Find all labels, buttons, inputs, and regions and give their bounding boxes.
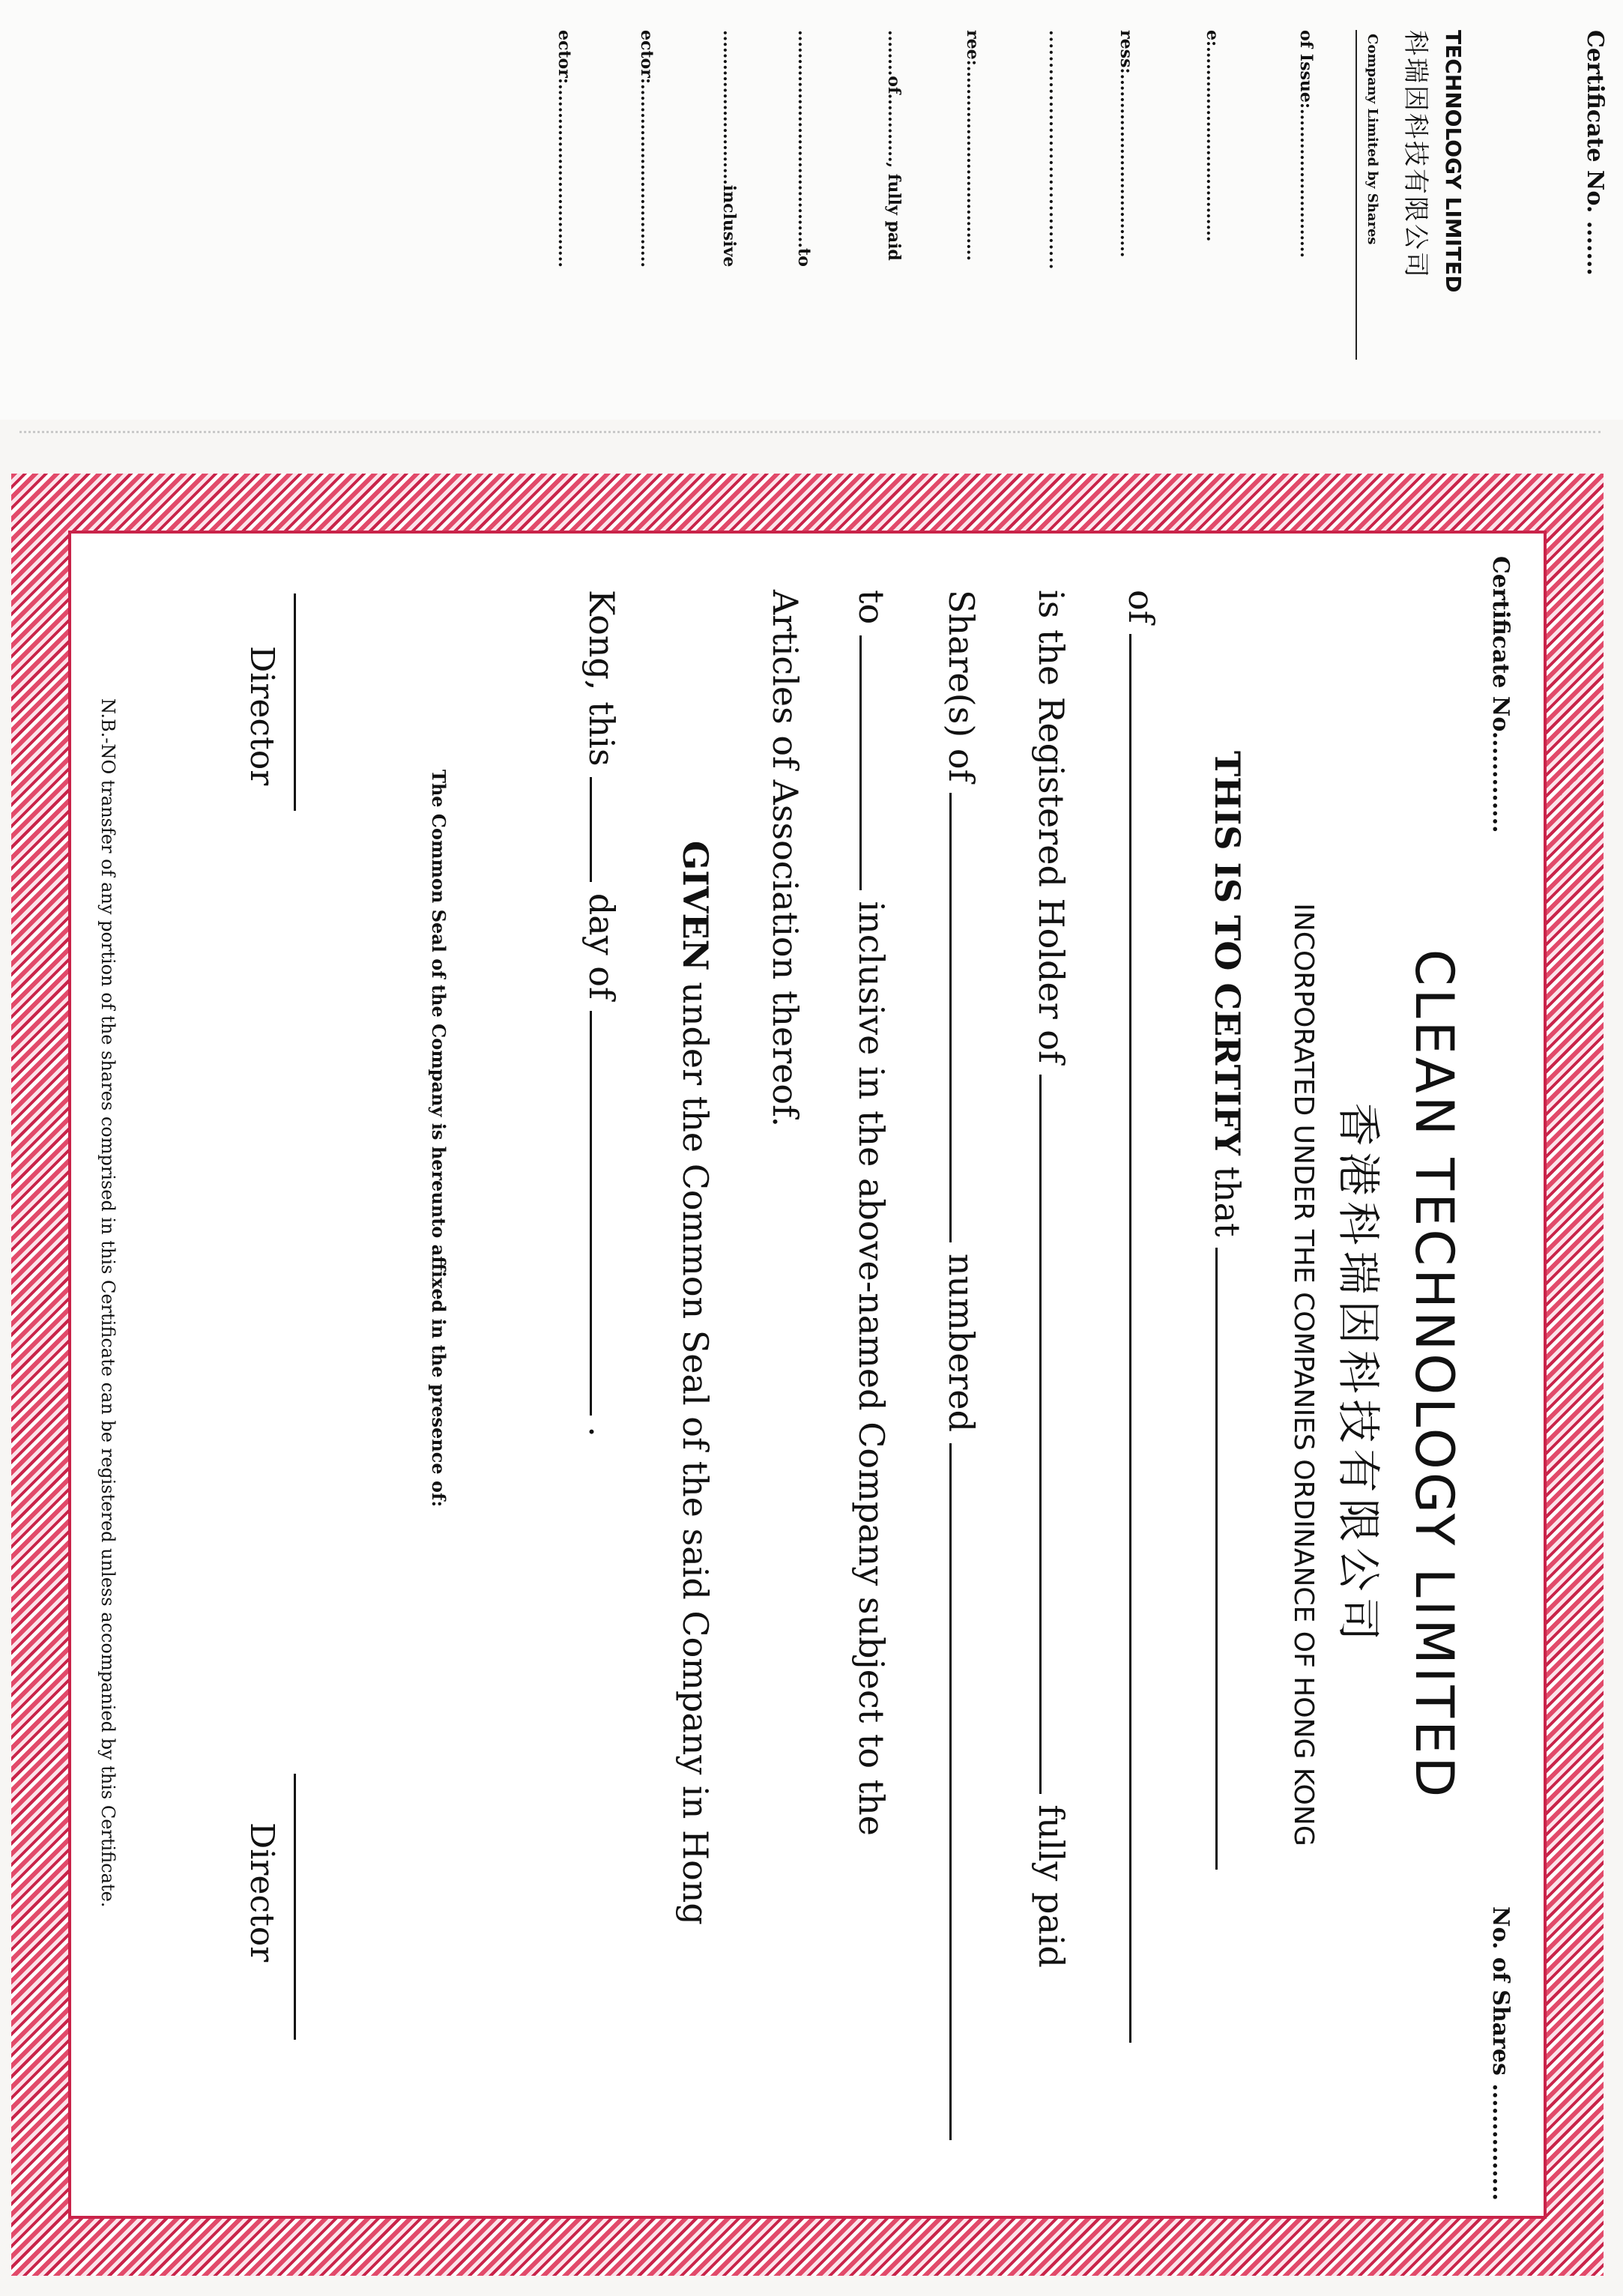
director-right-label: Director: [243, 1822, 281, 1963]
day-blank: [590, 777, 593, 882]
numbered-label: numbered: [941, 1253, 982, 1433]
stub-field-transferee: ree:..................................: [963, 30, 982, 262]
stub-field-address: ress:................................: [1116, 30, 1136, 258]
stub-field-date-of-issue: of Issue:..........................: [1296, 30, 1316, 259]
inclusive-line: [851, 590, 892, 1836]
share-value-blank: [949, 793, 952, 1242]
director-right-signature-line: [294, 1774, 296, 2040]
stub-company-block: [1364, 30, 1466, 405]
to-label: to: [851, 590, 892, 625]
company-title-zh: 香港科瑞因科技有限公司: [1333, 1102, 1384, 1647]
stub-field-numbered-to: ......................................to: [794, 30, 814, 267]
inner-border: [68, 531, 1547, 2219]
certify-line: [1207, 751, 1248, 1870]
address-line: [1121, 590, 1161, 2043]
month-year-blank: [590, 1011, 593, 1416]
number-from-blank: [949, 1443, 952, 2140]
stub-company-name-zh: 科瑞因科技有限公司: [1400, 30, 1430, 280]
given-heading: GIVEN: [675, 841, 716, 971]
day-of-label: day of: [581, 892, 622, 1000]
inclusive-text: inclusive in the above-named Company subject to the: [851, 901, 892, 1837]
shares-of-label: Share(s) of: [941, 590, 982, 782]
registered-holder-line: [1031, 590, 1072, 1968]
stub-company-name-en: TECHNOLOGY LIMITED: [1441, 30, 1466, 293]
given-text: under the Common Seal of the said Company in Hong: [675, 982, 716, 1925]
stub-field-director-2: ector:................................: [554, 30, 574, 268]
transfer-notice: N.B.-NO transfer of any portion of the shares comprised in this Certificate can be registered unless accompanied by this Certificate.: [97, 698, 118, 1908]
given-line: [675, 841, 716, 1925]
share-certificate: [11, 474, 1604, 2276]
certify-that: that: [1207, 1166, 1248, 1237]
date-period: .: [581, 1426, 622, 1437]
stub-field-shares-fully-paid: ........of............, fully paid: [884, 30, 904, 261]
articles-line: Articles of Association thereof.: [765, 590, 806, 1128]
perforation-line: [19, 431, 1601, 433]
common-seal-note: The Common Seal of the Company is hereunto affixed in the presence of:: [428, 770, 450, 1508]
shares-numbered-line: [941, 590, 982, 2140]
holder-address-blank: [1129, 634, 1132, 2043]
stub-field-address-extra: .....................................: [1045, 30, 1065, 271]
fully-paid-label: fully paid: [1031, 1804, 1072, 1968]
stub-field-director-1: ector:................................: [637, 30, 656, 268]
company-title: CLEAN TECHNOLOGY LIMITED: [1403, 949, 1465, 1801]
number-of-shares: No. of Shares ...............: [1487, 1906, 1514, 2201]
certify-heading: THIS IS TO CERTIFY: [1207, 751, 1248, 1155]
stub-certificate-no: Certificate No. .......: [1582, 30, 1608, 276]
holder-name-blank: [1215, 1248, 1218, 1870]
date-line: [581, 590, 622, 1437]
counterfoil-stub: [0, 0, 1623, 420]
stub-field-name: e:..................................: [1203, 30, 1222, 242]
director-left-label: Director: [243, 646, 281, 786]
stub-rule: [1355, 30, 1357, 360]
of-label: of: [1121, 590, 1161, 623]
kong-this-label: Kong, this: [581, 590, 622, 767]
registered-holder-label: is the Registered Holder of: [1031, 590, 1072, 1064]
certificate-number: Certificate No.............: [1487, 556, 1514, 833]
shares-count-blank: [1039, 1075, 1042, 1794]
stub-field-inclusive: ...........................inclusive: [719, 30, 739, 268]
stub-company-type: Company Limited by Shares: [1364, 34, 1380, 245]
number-to-blank: [859, 635, 862, 890]
director-left-signature-line: [294, 593, 296, 811]
incorporation-statement: INCORPORATED UNDER THE COMPANIES ORDINANCE OF HONG KONG: [1288, 903, 1319, 1846]
